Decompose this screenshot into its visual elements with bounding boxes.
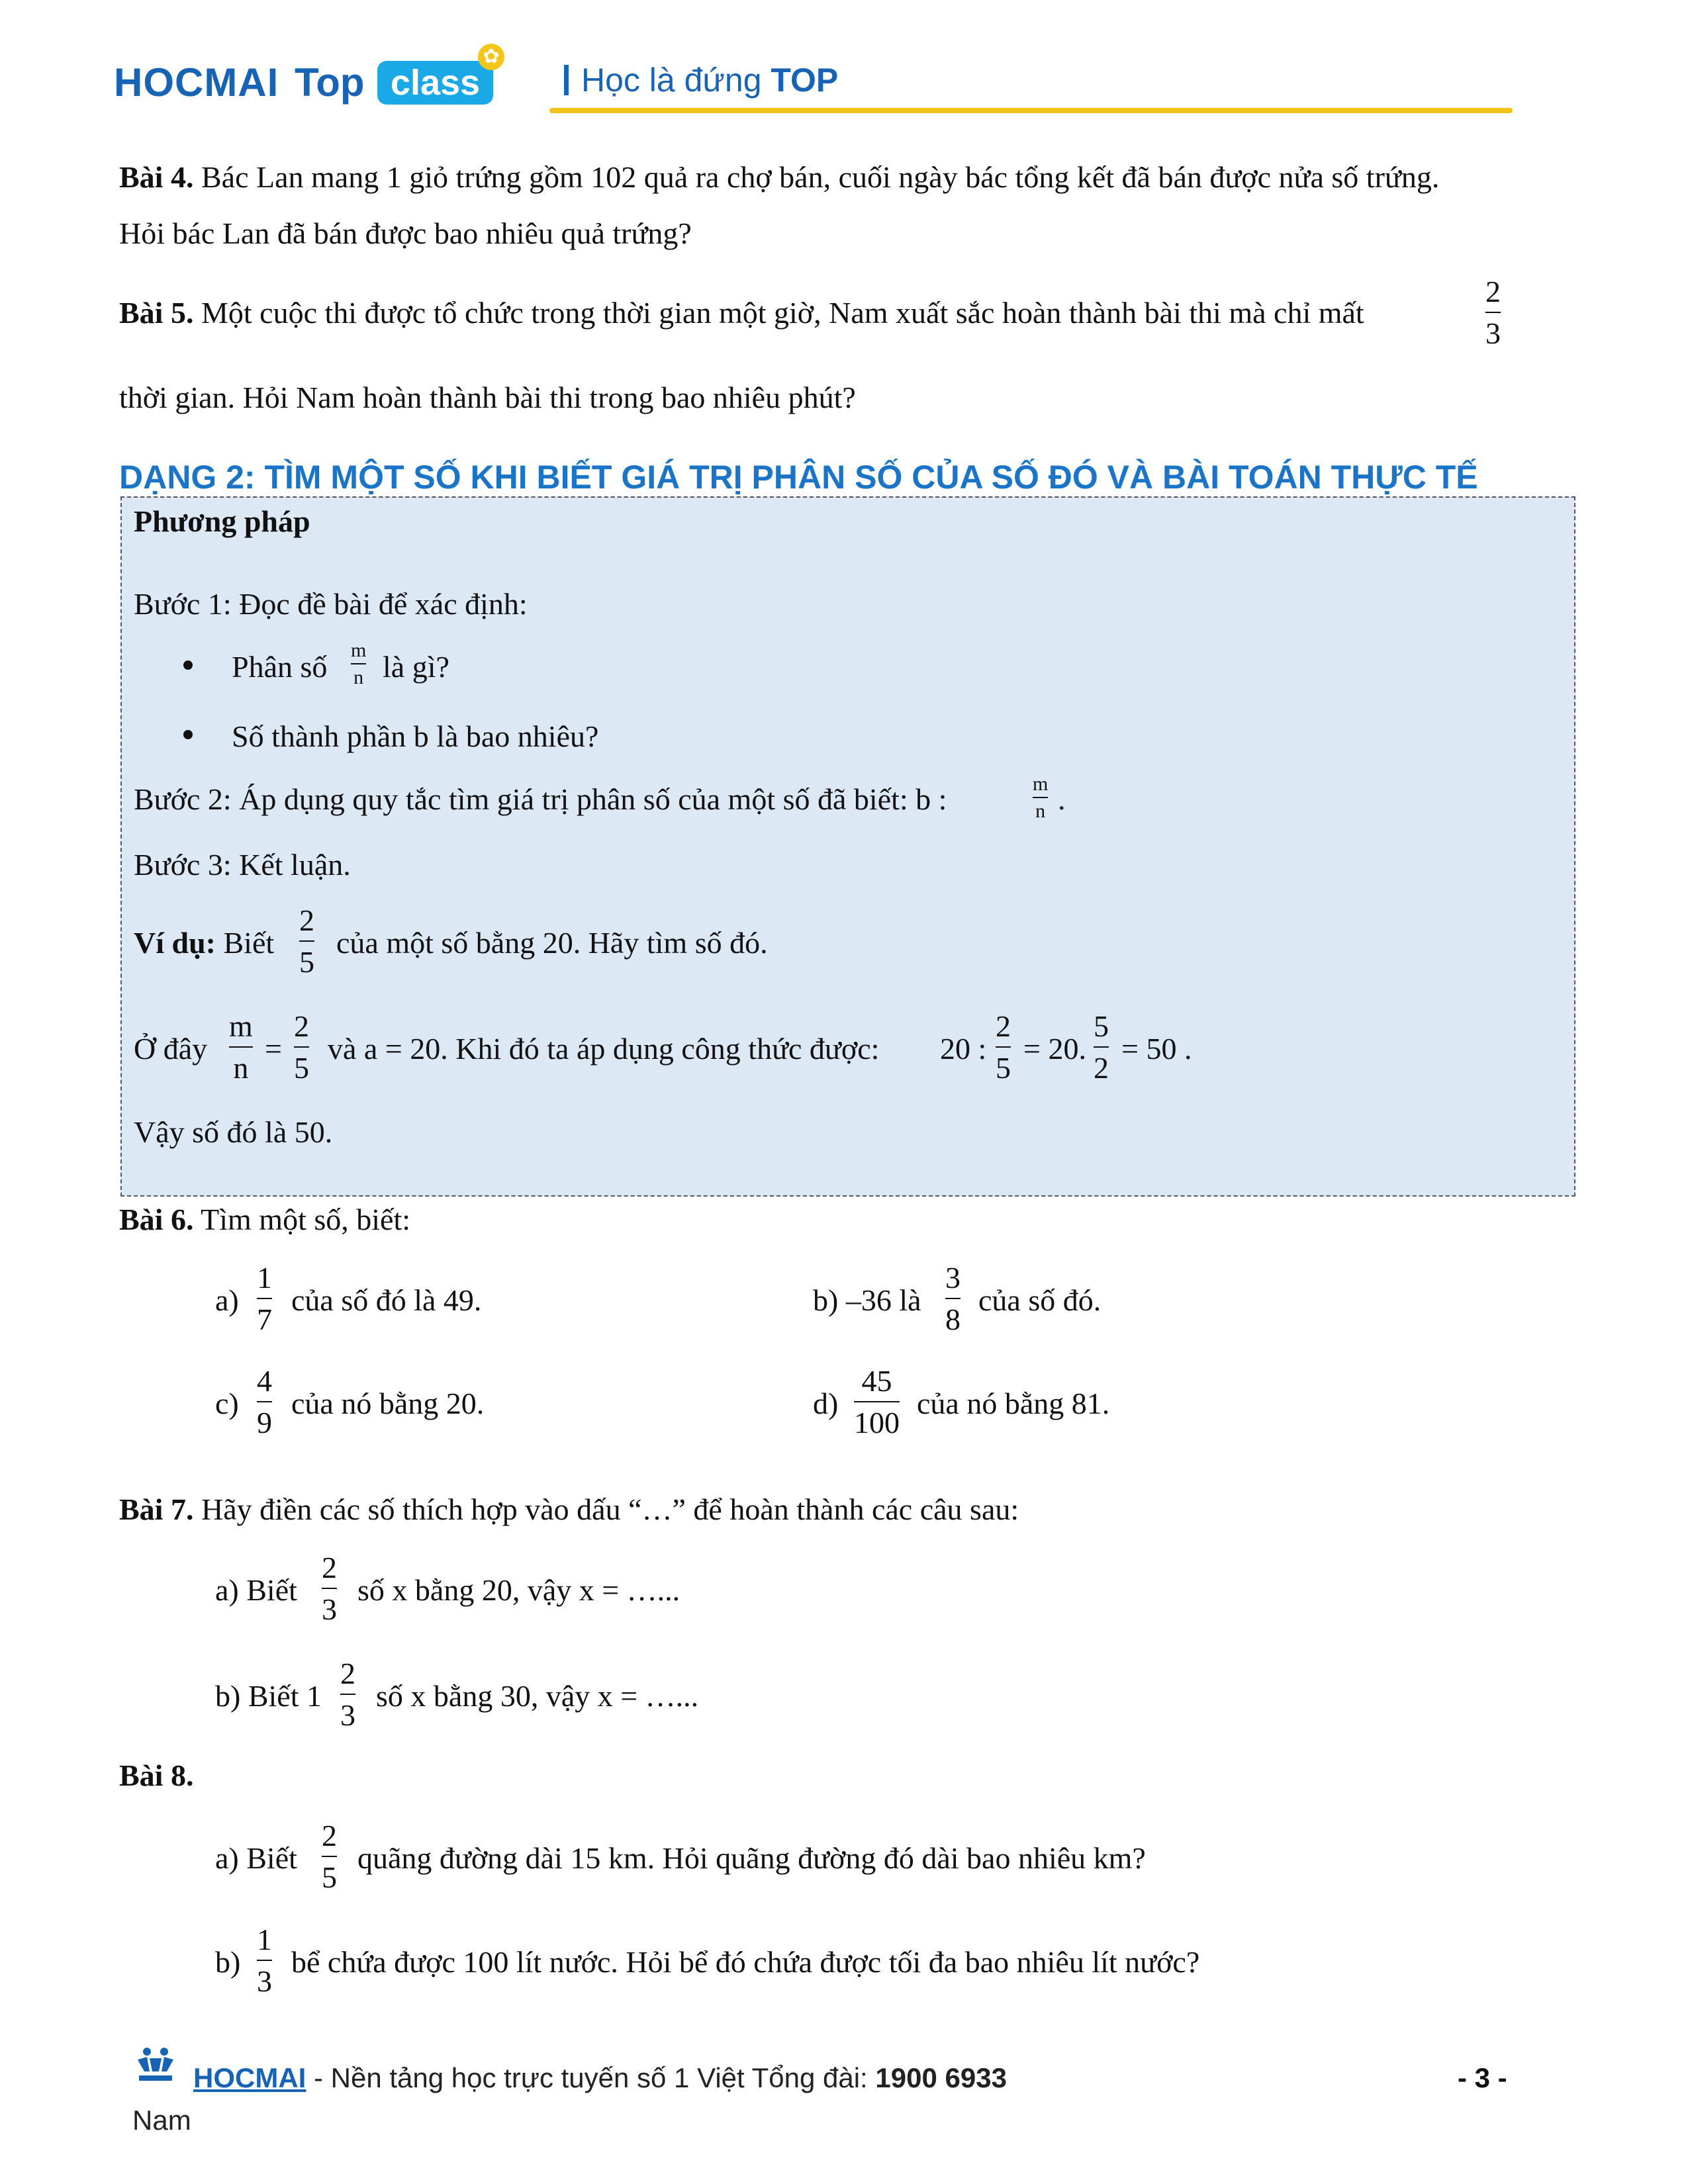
bai6-a-fraction [257,1263,272,1335]
bai5-text1: Một cuộc thi được tổ chức trong thời gian một giờ, Nam xuất sắc hoàn thành bài thi mà chỉ mất [193,296,1364,330]
bai8-b-fraction [257,1925,272,1997]
example-frac-num: 2 [299,903,314,937]
bai6-b-post: của số đó. [978,1283,1102,1317]
bullet-2 [183,730,193,739]
formula-eq1: = 20. [1023,1032,1086,1066]
formula-fraction-1 [996,1011,1011,1083]
formula-f2-den: 2 [1094,1051,1109,1085]
bai7-b-num: 2 [340,1657,355,1690]
example-frac-den: 5 [299,945,314,979]
section-heading-dang2: DẠNG 2: TÌM MỘT SỐ KHI BIẾT GIÁ TRỊ PHÂN SỐ CỦA SỐ ĐÓ VÀ BÀI TOÁN THỰC TẾ [119,459,1478,496]
bai7-b-post: số x bằng 30, vậy x = …... [376,1679,699,1713]
bai7-b-fraction [340,1659,355,1731]
here-m: m [229,1009,253,1043]
bullet1-pre: Phân số [232,650,328,684]
logo-top: Top [295,60,365,105]
bullet1-frac-den: n [353,666,364,688]
star-icon: ✿ [478,44,504,70]
footer-phone: 1900 6933 [875,2062,1007,2093]
slogan-top: TOP [771,62,839,99]
example-line [134,928,274,958]
bai6-a-num: 1 [257,1261,272,1295]
here-mn-fraction [229,1011,253,1083]
bai8-a-fraction [322,1821,337,1893]
formula-eq2: = 50 . [1121,1032,1192,1066]
header-underline [549,108,1513,113]
bai8-a-pre: a) Biết [215,1841,297,1875]
step2-fraction [1033,774,1048,821]
bai7-b-pre: b) Biết 1 [215,1679,322,1713]
logo-class: class [377,61,493,105]
bai6-b-den: 8 [945,1302,961,1336]
method-conclusion: Vậy số đó là 50. [134,1115,333,1149]
formula-20colon: 20 : [940,1032,987,1066]
bai8-b-num: 1 [257,1923,272,1956]
bai6-c-den: 9 [257,1406,272,1439]
bai6-a-pre: a) [215,1283,239,1317]
bullet1-frac-num: m [351,639,367,661]
bai7-label: Bài 7. [119,1492,194,1526]
footer-line2: Nam [132,2105,191,2136]
bai4-text1: Bác Lan mang 1 giỏ trứng gồm 102 quả ra chợ bán, cuối ngày bác tổng kết đã bán được nửa số trứng. [193,160,1440,194]
bai6-d-fraction [854,1366,900,1438]
method-title: Phương pháp [134,504,310,538]
step2-frac-den: n [1035,800,1046,822]
bai6-b-num: 3 [945,1261,961,1295]
slogan [581,61,838,99]
bai7-a-fraction [322,1553,337,1625]
bai7-a-pre: a) Biết [215,1573,297,1607]
page-number: - 3 - [1458,2062,1507,2093]
example-pre: Biết [215,926,275,960]
bai8-label: Bài 8. [119,1758,194,1792]
footer-brand-link[interactable]: HOCMAI [193,2062,306,2093]
here-frac-num: 2 [294,1009,309,1043]
formula-f1-den: 5 [996,1051,1011,1085]
bai6-label: Bài 6. [119,1203,194,1236]
bai6-d-pre: d) [813,1387,839,1420]
bai5-line1 [119,298,1364,328]
bai7-a-den: 3 [322,1592,337,1626]
bai8-a-den: 5 [322,1860,337,1894]
bai6-title [119,1205,410,1235]
bai5-fraction [1485,277,1501,349]
footer-text [193,2062,1007,2094]
bai6-b-fraction [945,1263,961,1335]
formula-fraction-2 [1094,1011,1109,1083]
hocmai-footer-icon [132,2045,179,2085]
formula-f1-num: 2 [996,1009,1011,1043]
slogan-prefix: Học là đứng [581,62,771,99]
logo-hocmai: HOCMAI [114,60,279,105]
method-step1: Bước 1: Đọc đề bài để xác định: [134,587,528,621]
bai4-line2: Hỏi bác Lan đã bán được bao nhiêu quả trứng? [119,216,692,250]
bai6-a-post: của số đó là 49. [291,1283,482,1317]
example-post: của một số bằng 20. Hãy tìm số đó. [336,926,768,960]
bai6-d-post: của nó bằng 81. [917,1387,1110,1420]
here-eq: = [265,1032,282,1066]
here-n: n [233,1051,249,1085]
bai8-a-post: quãng đường dài 15 km. Hỏi quãng đường đó dài bao nhiêu km? [357,1841,1146,1875]
bai6-c-fraction [257,1366,272,1438]
bullet2-text: Số thành phần b là bao nhiêu? [232,719,599,753]
bai6-c-num: 4 [257,1364,272,1398]
bai5-line2: thời gian. Hỏi Nam hoàn thành bài thi trong bao nhiêu phút? [119,381,856,414]
bullet-1 [183,660,193,670]
bai4-label: Bài 4. [119,160,194,194]
bai6-c-post: của nó bằng 20. [291,1387,485,1420]
bai8-a-num: 2 [322,1819,337,1852]
step2-frac-num: m [1033,773,1049,795]
here-pre: Ở đây [134,1032,208,1066]
here-fraction [294,1011,309,1083]
method-step2: Bước 2: Áp dụng quy tắc tìm giá trị phân số của một số đã biết: b : [134,782,947,816]
bai6-c-pre: c) [215,1387,239,1420]
bai6-a-den: 7 [257,1302,272,1336]
step2-end: . [1058,782,1066,816]
bai5-frac-den: 3 [1485,316,1501,350]
bai4-line1 [119,162,1439,193]
example-label: Ví dụ: [134,926,216,960]
bai6-intro: Tìm một số, biết: [193,1203,411,1236]
bai5-frac-num: 2 [1485,275,1501,308]
bullet1-fraction [351,641,366,688]
bai8-b-post: bể chứa được 100 lít nước. Hỏi bể đó chứa được tối đa bao nhiêu lít nước? [291,1945,1200,1979]
bai5-label: Bài 5. [119,296,194,330]
bullet1-post: là gì? [383,650,449,684]
bai8-b-pre: b) [215,1945,241,1979]
example-fraction [299,905,314,978]
bai8-b-den: 3 [257,1964,272,1998]
bai6-b-pre: b) –36 là [813,1283,921,1317]
here-frac-den: 5 [294,1051,309,1085]
bai7-a-post: số x bằng 20, vậy x = …... [357,1573,680,1607]
formula-f2-num: 5 [1094,1009,1109,1043]
bai7-title [119,1494,1019,1525]
slogan-divider [564,65,569,95]
footer-desc: - Nền tảng học trực tuyến số 1 Việt Tổng đài: [306,2062,876,2093]
bai7-intro: Hãy điền các số thích hợp vào dấu “…” để hoàn thành các câu sau: [193,1492,1019,1526]
bai6-d-den: 100 [854,1406,900,1439]
method-step3: Bước 3: Kết luận. [134,848,351,882]
bai7-b-den: 3 [340,1698,355,1732]
bai6-d-num: 45 [861,1364,892,1398]
bai7-a-num: 2 [322,1551,337,1584]
here-mid: và a = 20. Khi đó ta áp dụng công thức được: [328,1032,880,1066]
